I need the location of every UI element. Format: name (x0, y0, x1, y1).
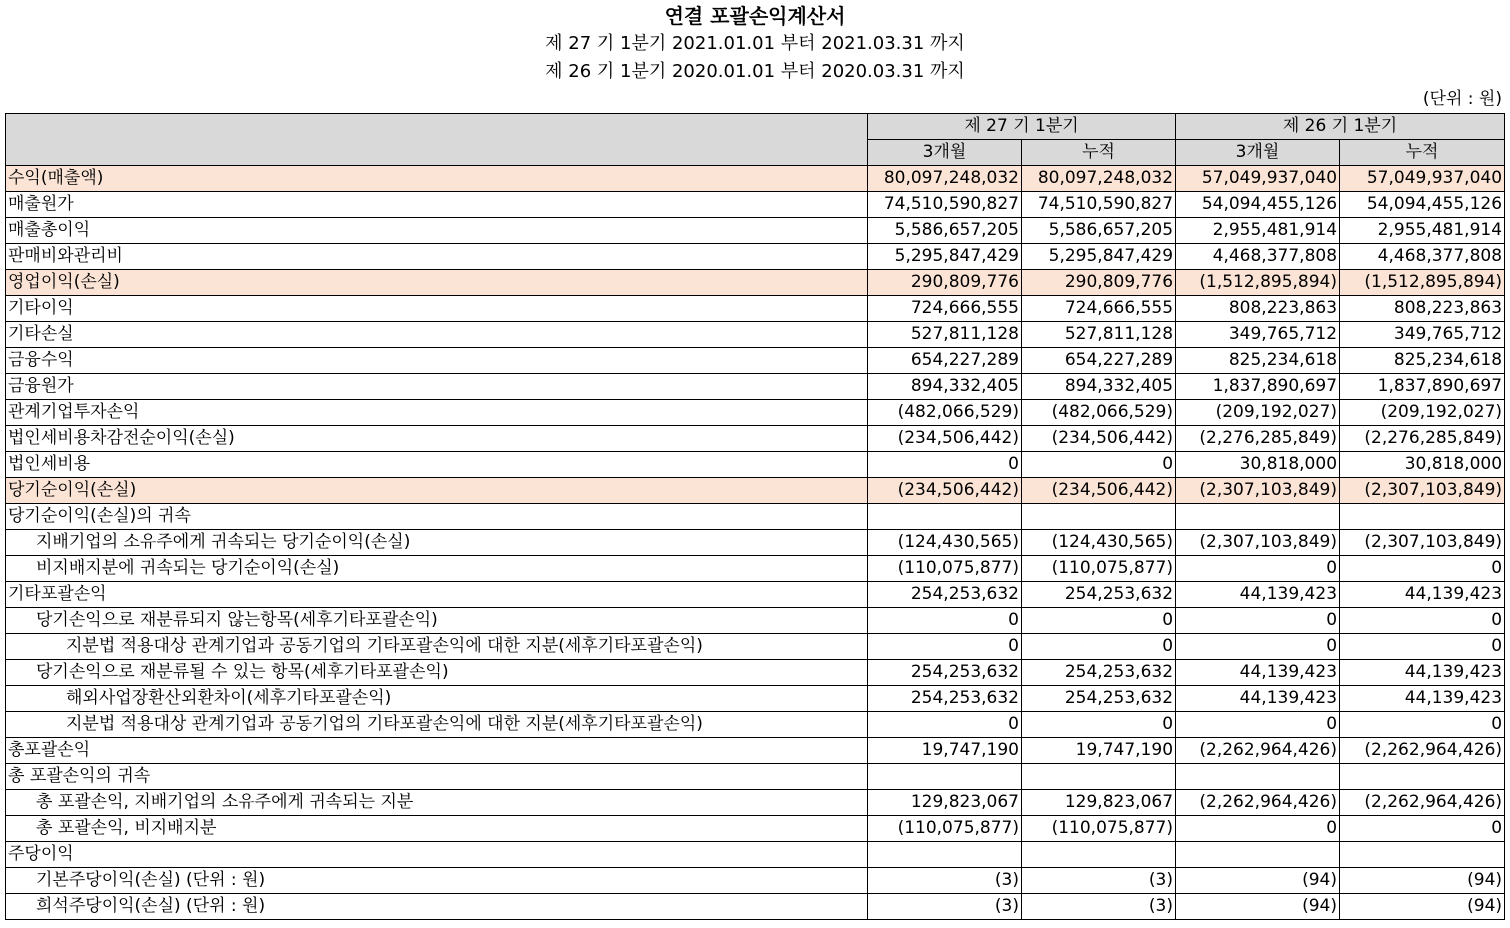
value-prior-cum: (2,307,103,849) (1340, 478, 1505, 504)
value-prior-3m: 44,139,423 (1176, 660, 1340, 686)
row-label: 매출총이익 (6, 218, 868, 244)
value-current-cum: 5,295,847,429 (1022, 244, 1176, 270)
row-label: 당기손익으로 재분류되지 않는항목(세후기타포괄손익) (6, 608, 868, 634)
value-prior-cum: 54,094,455,126 (1340, 192, 1505, 218)
table-row (6, 478, 1505, 504)
value-prior-3m (1176, 764, 1340, 790)
value-current-cum: 74,510,590,827 (1022, 192, 1176, 218)
value-prior-cum: 0 (1340, 816, 1505, 842)
value-prior-3m: 4,468,377,808 (1176, 244, 1340, 270)
row-label: 당기순이익(손실)의 귀속 (6, 504, 868, 530)
table-row (6, 556, 1505, 582)
row-label: 지분법 적용대상 관계기업과 공동기업의 기타포괄손익에 대한 지분(세후기타포괄손익) (6, 634, 868, 660)
table-row (6, 686, 1505, 712)
table-row (6, 166, 1505, 192)
row-label: 총 포괄손익의 귀속 (6, 764, 868, 790)
table-row (6, 192, 1505, 218)
row-label: 금융수익 (6, 348, 868, 374)
value-current-3m: 254,253,632 (868, 660, 1022, 686)
value-current-cum: 0 (1022, 712, 1176, 738)
value-current-3m: (110,075,877) (868, 556, 1022, 582)
table-row (6, 270, 1505, 296)
header-sub-current-3m: 3개월 (868, 140, 1022, 166)
value-prior-cum: 57,049,937,040 (1340, 166, 1505, 192)
value-current-3m: (234,506,442) (868, 478, 1022, 504)
header-group-prior: 제 26 기 1분기 (1176, 114, 1505, 140)
value-current-cum: 724,666,555 (1022, 296, 1176, 322)
value-prior-3m: 0 (1176, 712, 1340, 738)
value-prior-cum: 825,234,618 (1340, 348, 1505, 374)
value-current-cum: (110,075,877) (1022, 556, 1176, 582)
period-current: 제 27 기 1분기 2021.01.01 부터 2021.03.31 까지 (545, 33, 965, 54)
value-current-3m: 894,332,405 (868, 374, 1022, 400)
table-row (6, 764, 1505, 790)
value-prior-cum: (2,307,103,849) (1340, 530, 1505, 556)
table-row (6, 894, 1505, 920)
value-current-cum: (234,506,442) (1022, 426, 1176, 452)
period-prior: 제 26 기 1분기 2020.01.01 부터 2020.03.31 까지 (545, 61, 965, 82)
value-prior-cum: (1,512,895,894) (1340, 270, 1505, 296)
value-current-cum: 80,097,248,032 (1022, 166, 1176, 192)
value-current-cum (1022, 842, 1176, 868)
value-prior-3m: 2,955,481,914 (1176, 218, 1340, 244)
value-prior-3m: 30,818,000 (1176, 452, 1340, 478)
table-row (6, 218, 1505, 244)
value-current-cum: (110,075,877) (1022, 816, 1176, 842)
value-prior-cum: (94) (1340, 894, 1505, 920)
value-prior-cum: (2,262,964,426) (1340, 790, 1505, 816)
value-current-cum: 290,809,776 (1022, 270, 1176, 296)
value-current-cum (1022, 764, 1176, 790)
row-label: 수익(매출액) (6, 166, 868, 192)
value-current-cum: (482,066,529) (1022, 400, 1176, 426)
table-row (6, 738, 1505, 764)
table-row (6, 816, 1505, 842)
value-current-3m: (124,430,565) (868, 530, 1022, 556)
header-sub-prior-3m: 3개월 (1176, 140, 1340, 166)
value-current-3m (868, 764, 1022, 790)
table-row (6, 842, 1505, 868)
value-current-3m: 5,295,847,429 (868, 244, 1022, 270)
value-current-cum: 19,747,190 (1022, 738, 1176, 764)
table-row (6, 374, 1505, 400)
value-prior-cum: 4,468,377,808 (1340, 244, 1505, 270)
row-label: 총 포괄손익, 비지배지분 (6, 816, 868, 842)
header-sub-prior-cum: 누적 (1340, 140, 1505, 166)
value-current-3m: 724,666,555 (868, 296, 1022, 322)
row-label: 해외사업장환산외환차이(세후기타포괄손익) (6, 686, 868, 712)
value-current-3m: (234,506,442) (868, 426, 1022, 452)
value-prior-3m: (2,307,103,849) (1176, 530, 1340, 556)
table-row (6, 868, 1505, 894)
value-current-cum: (3) (1022, 894, 1176, 920)
value-prior-3m: 44,139,423 (1176, 686, 1340, 712)
table-row (6, 712, 1505, 738)
row-label: 주당이익 (6, 842, 868, 868)
value-current-cum: 254,253,632 (1022, 686, 1176, 712)
table-row (6, 530, 1505, 556)
value-current-cum: 654,227,289 (1022, 348, 1176, 374)
table-row (6, 400, 1505, 426)
table-row (6, 426, 1505, 452)
value-prior-3m: (94) (1176, 868, 1340, 894)
table-row (6, 504, 1505, 530)
value-current-3m: 527,811,128 (868, 322, 1022, 348)
row-label: 기타포괄손익 (6, 582, 868, 608)
value-current-3m: 74,510,590,827 (868, 192, 1022, 218)
value-current-3m: 19,747,190 (868, 738, 1022, 764)
row-label: 지배기업의 소유주에게 귀속되는 당기순이익(손실) (6, 530, 868, 556)
value-current-cum: (3) (1022, 868, 1176, 894)
value-prior-cum: 30,818,000 (1340, 452, 1505, 478)
value-prior-3m: (94) (1176, 894, 1340, 920)
value-prior-3m: 57,049,937,040 (1176, 166, 1340, 192)
value-prior-cum: 0 (1340, 634, 1505, 660)
row-label: 총 포괄손익, 지배기업의 소유주에게 귀속되는 지분 (6, 790, 868, 816)
row-label: 당기순이익(손실) (6, 478, 868, 504)
row-label: 관계기업투자손익 (6, 400, 868, 426)
row-label: 총포괄손익 (6, 738, 868, 764)
statement-title: 연결 포괄손익계산서 (664, 4, 846, 28)
value-current-cum: (124,430,565) (1022, 530, 1176, 556)
row-label: 기본주당이익(손실) (단위 : 원) (6, 868, 868, 894)
table-row (6, 582, 1505, 608)
value-current-cum: 254,253,632 (1022, 582, 1176, 608)
row-label: 금융원가 (6, 374, 868, 400)
value-current-cum: 129,823,067 (1022, 790, 1176, 816)
value-prior-cum (1340, 764, 1505, 790)
header-sub-current-cum: 누적 (1022, 140, 1176, 166)
table-row (6, 608, 1505, 634)
value-prior-3m: 0 (1176, 816, 1340, 842)
value-current-3m: (3) (868, 868, 1022, 894)
value-prior-cum: 44,139,423 (1340, 582, 1505, 608)
row-label: 기타손실 (6, 322, 868, 348)
income-statement-table (5, 113, 1505, 920)
value-prior-3m: 44,139,423 (1176, 582, 1340, 608)
row-label: 영업이익(손실) (6, 270, 868, 296)
header-label-cell (6, 114, 868, 166)
value-current-3m: (482,066,529) (868, 400, 1022, 426)
value-prior-cum: 808,223,863 (1340, 296, 1505, 322)
table-row (6, 790, 1505, 816)
value-prior-cum: 2,955,481,914 (1340, 218, 1505, 244)
value-prior-3m: 349,765,712 (1176, 322, 1340, 348)
row-label: 희석주당이익(손실) (단위 : 원) (6, 894, 868, 920)
value-current-cum: 0 (1022, 608, 1176, 634)
table-row (6, 348, 1505, 374)
table-row (6, 296, 1505, 322)
value-current-cum (1022, 504, 1176, 530)
value-prior-cum: 44,139,423 (1340, 686, 1505, 712)
value-current-3m: 254,253,632 (868, 582, 1022, 608)
value-prior-3m: 1,837,890,697 (1176, 374, 1340, 400)
value-current-3m: 654,227,289 (868, 348, 1022, 374)
value-current-cum: 5,586,657,205 (1022, 218, 1176, 244)
value-prior-3m: 0 (1176, 556, 1340, 582)
value-prior-cum: (94) (1340, 868, 1505, 894)
value-prior-3m: 825,234,618 (1176, 348, 1340, 374)
table-row (6, 634, 1505, 660)
row-label: 기타이익 (6, 296, 868, 322)
value-current-3m (868, 504, 1022, 530)
value-current-3m: 80,097,248,032 (868, 166, 1022, 192)
value-prior-3m: (2,307,103,849) (1176, 478, 1340, 504)
table-row (6, 244, 1505, 270)
value-prior-cum: 0 (1340, 712, 1505, 738)
table-row (6, 322, 1505, 348)
value-current-cum: 0 (1022, 634, 1176, 660)
value-prior-cum: (209,192,027) (1340, 400, 1505, 426)
value-prior-3m (1176, 842, 1340, 868)
value-prior-cum: (2,276,285,849) (1340, 426, 1505, 452)
value-current-3m: 0 (868, 634, 1022, 660)
row-label: 당기손익으로 재분류될 수 있는 항목(세후기타포괄손익) (6, 660, 868, 686)
value-current-cum: 894,332,405 (1022, 374, 1176, 400)
value-current-cum: (234,506,442) (1022, 478, 1176, 504)
value-prior-cum: 44,139,423 (1340, 660, 1505, 686)
value-current-3m: 254,253,632 (868, 686, 1022, 712)
value-prior-cum: (2,262,964,426) (1340, 738, 1505, 764)
value-prior-3m: 0 (1176, 634, 1340, 660)
value-prior-3m: (2,262,964,426) (1176, 738, 1340, 764)
value-prior-3m (1176, 504, 1340, 530)
value-prior-cum: 349,765,712 (1340, 322, 1505, 348)
table-row (6, 452, 1505, 478)
value-prior-cum: 0 (1340, 556, 1505, 582)
value-prior-cum (1340, 842, 1505, 868)
value-prior-cum (1340, 504, 1505, 530)
value-current-3m: 129,823,067 (868, 790, 1022, 816)
row-label: 판매비와관리비 (6, 244, 868, 270)
value-prior-3m: (2,262,964,426) (1176, 790, 1340, 816)
value-current-cum: 527,811,128 (1022, 322, 1176, 348)
row-label: 비지배지분에 귀속되는 당기순이익(손실) (6, 556, 868, 582)
header-group-current: 제 27 기 1분기 (868, 114, 1176, 140)
value-current-3m: 0 (868, 608, 1022, 634)
value-current-3m: 5,586,657,205 (868, 218, 1022, 244)
value-current-cum: 254,253,632 (1022, 660, 1176, 686)
row-label: 지분법 적용대상 관계기업과 공동기업의 기타포괄손익에 대한 지분(세후기타포괄손익) (6, 712, 868, 738)
value-current-3m: 290,809,776 (868, 270, 1022, 296)
value-prior-3m: 54,094,455,126 (1176, 192, 1340, 218)
value-prior-3m: 0 (1176, 608, 1340, 634)
value-prior-cum: 1,837,890,697 (1340, 374, 1505, 400)
table-row (6, 660, 1505, 686)
row-label: 법인세비용차감전순이익(손실) (6, 426, 868, 452)
value-current-3m: 0 (868, 452, 1022, 478)
value-current-3m: (110,075,877) (868, 816, 1022, 842)
value-prior-3m: (209,192,027) (1176, 400, 1340, 426)
header-row-groups (6, 114, 1505, 140)
value-prior-3m: 808,223,863 (1176, 296, 1340, 322)
value-current-3m (868, 842, 1022, 868)
row-label: 법인세비용 (6, 452, 868, 478)
value-current-3m: 0 (868, 712, 1022, 738)
row-label: 매출원가 (6, 192, 868, 218)
value-prior-cum: 0 (1340, 608, 1505, 634)
value-current-cum: 0 (1022, 452, 1176, 478)
value-current-3m: (3) (868, 894, 1022, 920)
value-prior-3m: (2,276,285,849) (1176, 426, 1340, 452)
value-prior-3m: (1,512,895,894) (1176, 270, 1340, 296)
unit-note: (단위 : 원) (1422, 89, 1502, 109)
